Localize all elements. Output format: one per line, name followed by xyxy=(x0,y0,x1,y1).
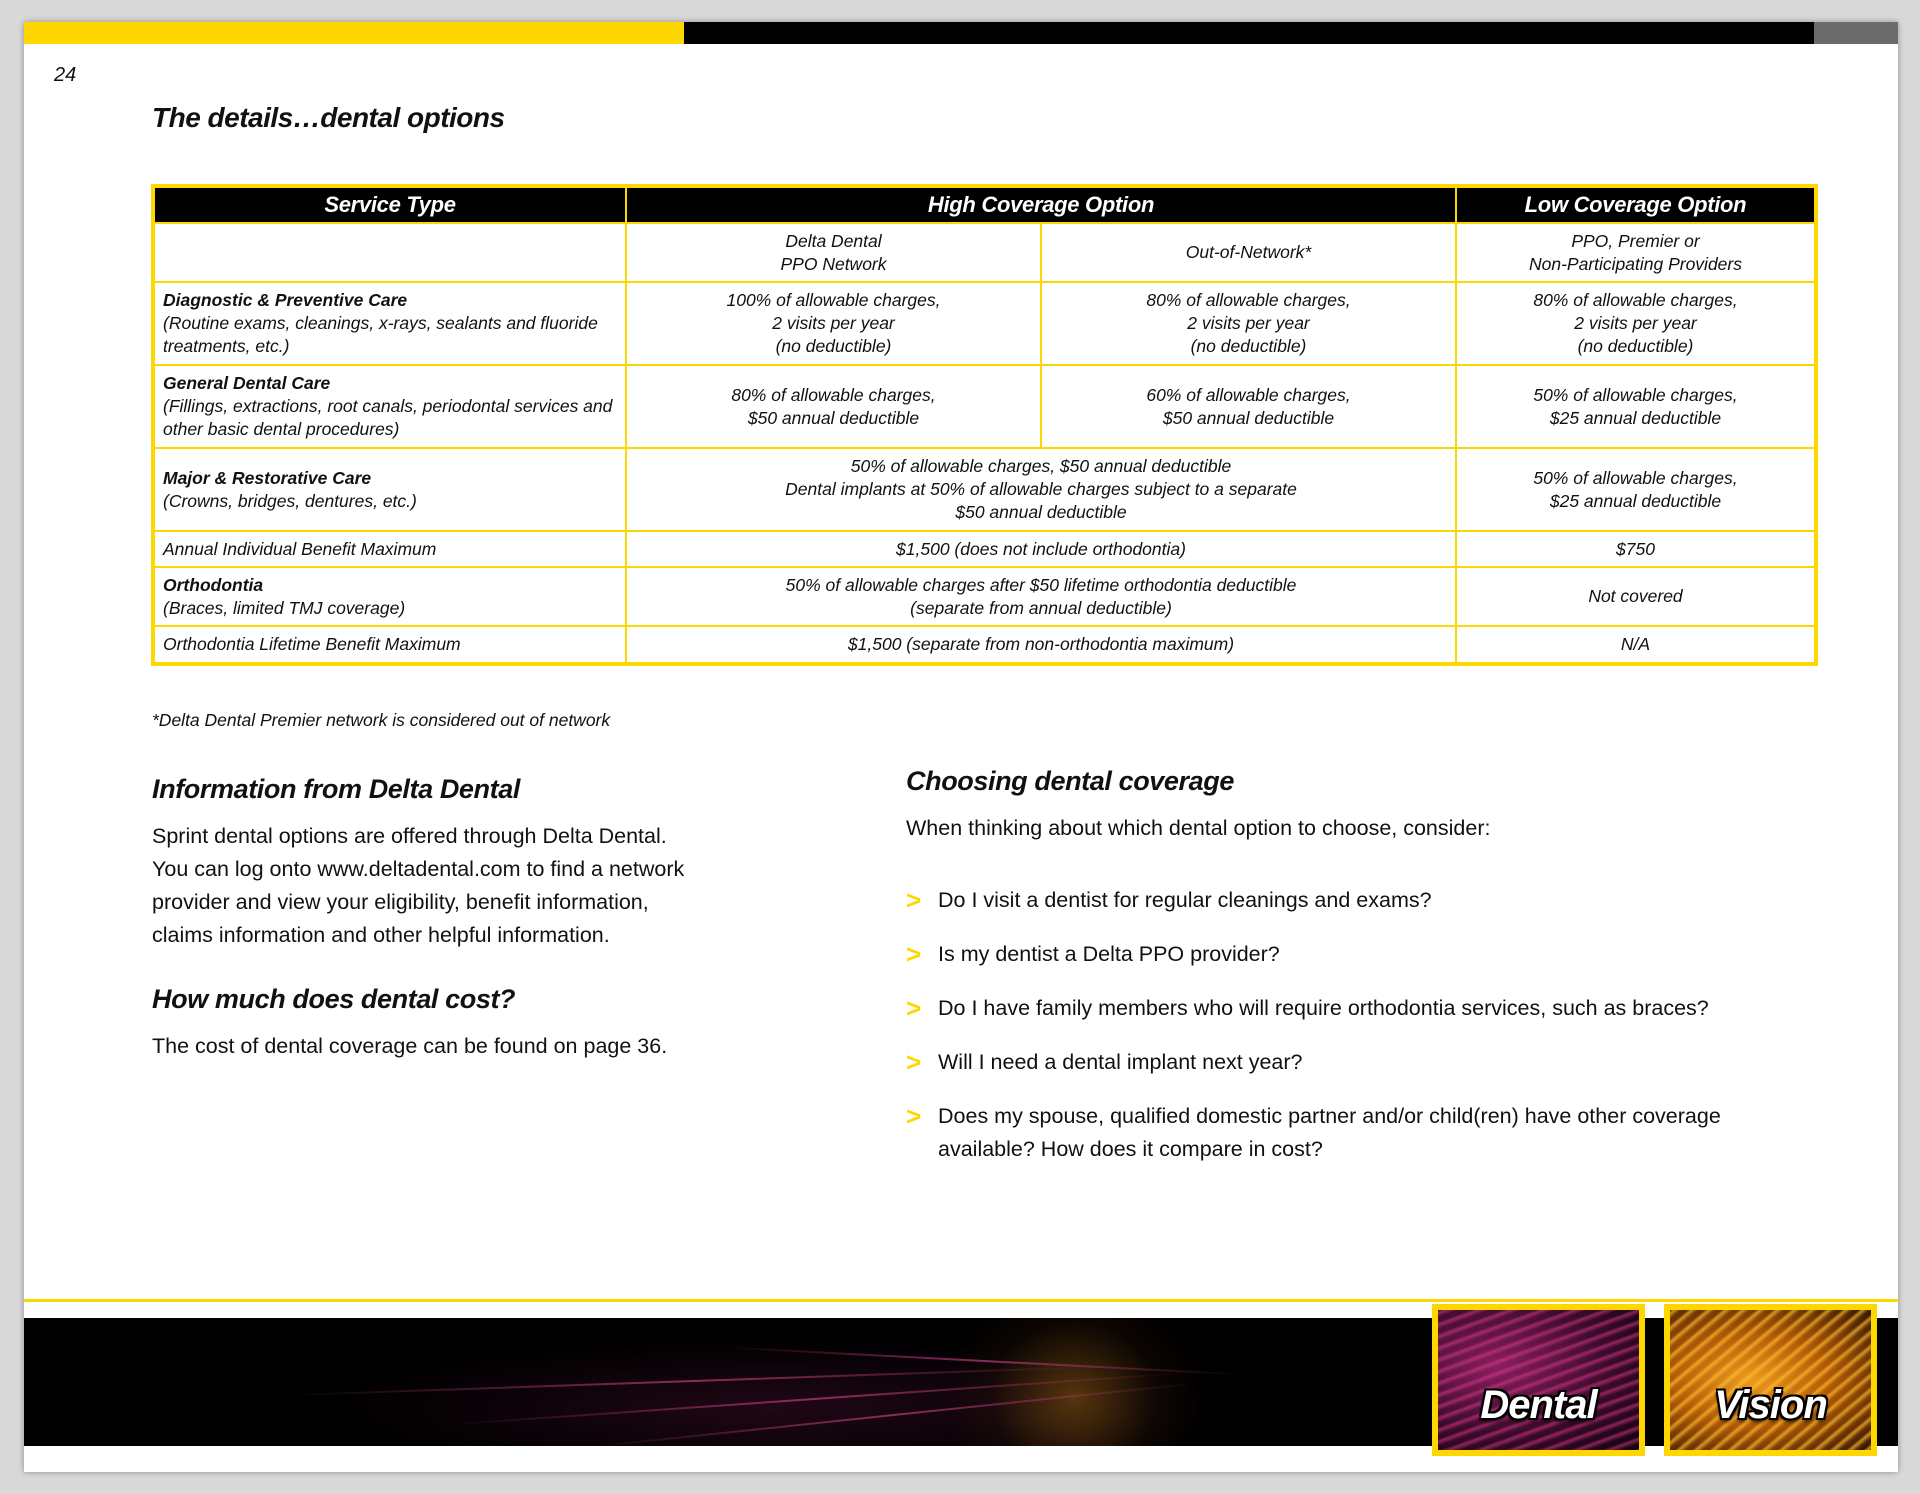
cell-line: 2 visits per year xyxy=(1187,313,1310,333)
table-row xyxy=(155,365,1814,448)
cell-line: $50 annual deductible xyxy=(955,502,1127,522)
footer-glow xyxy=(944,1318,1204,1446)
header-high-coverage: High Coverage Option xyxy=(626,188,1456,223)
service-title: Major & Restorative Care xyxy=(163,467,372,488)
top-bar-gray xyxy=(1814,22,1898,44)
row-diagnostic-ppo xyxy=(626,282,1041,365)
top-bar-black xyxy=(684,22,1838,44)
choosing-heading: Choosing dental coverage xyxy=(906,766,1234,796)
table-header-row xyxy=(155,188,1814,223)
dental-tab-label: Dental xyxy=(1480,1383,1597,1427)
service-desc: (Crowns, bridges, dentures, etc.) xyxy=(163,490,417,511)
coverage-table-frame xyxy=(151,184,1818,666)
info-paragraph xyxy=(152,820,792,952)
row-diagnostic-low xyxy=(1456,282,1814,365)
row-annual-max-high: $1,500 (does not include orthodontia) xyxy=(626,531,1456,567)
row-ortho-max-high: $1,500 (separate from non-orthodontia maximum) xyxy=(626,626,1456,662)
footer-rule xyxy=(24,1299,1898,1302)
cell-line: $50 annual deductible xyxy=(1162,407,1335,428)
row-general-ppo xyxy=(626,365,1041,448)
page-number: 24 xyxy=(54,64,77,86)
cell-line: (no deductible) xyxy=(1577,336,1694,356)
cell-line: 80% of allowable charges, xyxy=(1146,290,1351,310)
chevron-right-icon: > xyxy=(906,1047,922,1077)
service-title: Diagnostic & Preventive Care xyxy=(163,290,408,310)
list-item-text: Will I need a dental implant next year? xyxy=(938,1050,1303,1074)
list-item xyxy=(906,1100,1806,1166)
subheader-low xyxy=(1456,223,1814,282)
vision-tab[interactable] xyxy=(1664,1304,1877,1456)
chevron-right-icon: > xyxy=(906,1101,922,1131)
list-item xyxy=(906,1046,1806,1079)
row-ortho-service xyxy=(155,567,626,626)
info-line: claims information and other helpful information. xyxy=(152,923,610,947)
service-desc: (Braces, limited TMJ coverage) xyxy=(163,597,406,618)
service-title: Orthodontia xyxy=(163,574,264,595)
coverage-table xyxy=(155,188,1814,662)
page-title: The details…dental options xyxy=(152,102,505,133)
cell-line: 60% of allowable charges, xyxy=(1146,384,1351,405)
subheader-low-line: PPO, Premier or xyxy=(1571,230,1700,251)
list-item xyxy=(906,938,1806,971)
row-diagnostic-oon xyxy=(1041,282,1456,365)
row-ortho-high xyxy=(626,567,1456,626)
service-desc: (Fillings, extractions, root canals, periodontal services and other basic dental procedures) xyxy=(163,396,613,439)
cell-line: (no deductible) xyxy=(1190,336,1307,356)
cell-line: 2 visits per year xyxy=(1574,313,1697,333)
list-item-text: Is my dentist a Delta PPO provider? xyxy=(938,942,1280,966)
row-general-oon xyxy=(1041,365,1456,448)
subheader-service xyxy=(155,223,626,282)
header-low-coverage: Low Coverage Option xyxy=(1456,188,1814,223)
subheader-ppo-line: Delta Dental xyxy=(785,230,882,251)
table-footnote: *Delta Dental Premier network is considered out of network xyxy=(152,710,611,730)
info-heading: Information from Delta Dental xyxy=(152,774,520,804)
cell-line: 50% of allowable charges after $50 lifetime orthodontia deductible xyxy=(785,574,1297,595)
row-general-low xyxy=(1456,365,1814,448)
table-row xyxy=(155,626,1814,662)
cell-line: 2 visits per year xyxy=(772,313,895,333)
row-ortho-low: Not covered xyxy=(1456,567,1814,626)
service-title: General Dental Care xyxy=(163,373,331,393)
subheader-oon: Out-of-Network* xyxy=(1041,223,1456,282)
header-service-type: Service Type xyxy=(155,188,626,223)
table-row xyxy=(155,531,1814,567)
list-item xyxy=(906,992,1806,1025)
subheader-ppo-line: PPO Network xyxy=(780,253,887,274)
vision-tab-label: Vision xyxy=(1714,1383,1827,1427)
row-annual-max-label: Annual Individual Benefit Maximum xyxy=(155,531,626,567)
row-general-service xyxy=(155,365,626,448)
subheader-low-line: Non-Participating Providers xyxy=(1528,253,1742,274)
cell-line: (separate from annual deductible) xyxy=(910,597,1172,618)
consider-list xyxy=(906,884,1806,1187)
info-line: provider and view your eligibility, benefit information, xyxy=(152,890,649,914)
service-desc: (Routine exams, cleanings, x-rays, sealants and fluoride treatments, etc.) xyxy=(163,313,598,356)
list-item-text: Do I visit a dentist for regular cleanings and exams? xyxy=(938,888,1432,912)
row-major-service xyxy=(155,448,626,531)
subheader-ppo xyxy=(626,223,1041,282)
cell-line: 100% of allowable charges, xyxy=(726,290,941,310)
list-item-text: available? How does it compare in cost? xyxy=(938,1137,1323,1161)
cell-line: Dental implants at 50% of allowable charges subject to a separate xyxy=(785,479,1297,499)
list-item xyxy=(906,884,1806,917)
cost-paragraph: The cost of dental coverage can be found on page 36. xyxy=(152,1034,668,1058)
cell-line: (no deductible) xyxy=(775,336,892,356)
table-row xyxy=(155,567,1814,626)
cell-line: 50% of allowable charges, xyxy=(1533,384,1738,405)
info-line: You can log onto www.deltadental.com to find a network xyxy=(152,857,685,881)
row-major-low xyxy=(1456,448,1814,531)
table-row xyxy=(155,448,1814,531)
cell-line: 50% of allowable charges, $50 annual deductible xyxy=(850,456,1232,476)
cell-line: $25 annual deductible xyxy=(1549,490,1722,511)
row-diagnostic-service xyxy=(155,282,626,365)
cell-line: $50 annual deductible xyxy=(747,407,920,428)
brochure-page xyxy=(24,22,1898,1472)
list-item-text: Does my spouse, qualified domestic partner and/or child(ren) have other coverage xyxy=(938,1104,1721,1128)
row-ortho-max-low: N/A xyxy=(1456,626,1814,662)
dental-tab[interactable] xyxy=(1432,1304,1645,1456)
list-item-text: Do I have family members who will require orthodontia services, such as braces? xyxy=(938,996,1709,1020)
table-row xyxy=(155,282,1814,365)
table-subheader-row xyxy=(155,223,1814,282)
cost-heading: How much does dental cost? xyxy=(152,984,516,1014)
row-ortho-max-label: Orthodontia Lifetime Benefit Maximum xyxy=(155,626,626,662)
chevron-right-icon: > xyxy=(906,885,922,915)
chevron-right-icon: > xyxy=(906,993,922,1023)
cell-line: $25 annual deductible xyxy=(1549,407,1722,428)
row-annual-max-low: $750 xyxy=(1456,531,1814,567)
row-major-high xyxy=(626,448,1456,531)
chevron-right-icon: > xyxy=(906,939,922,969)
info-line: Sprint dental options are offered through Delta Dental. xyxy=(152,824,667,848)
top-bar-yellow xyxy=(24,22,684,44)
choosing-intro: When thinking about which dental option to choose, consider: xyxy=(906,816,1491,840)
cell-line: 80% of allowable charges, xyxy=(731,384,936,405)
cell-line: 50% of allowable charges, xyxy=(1533,467,1738,488)
cell-line: 80% of allowable charges, xyxy=(1533,290,1738,310)
